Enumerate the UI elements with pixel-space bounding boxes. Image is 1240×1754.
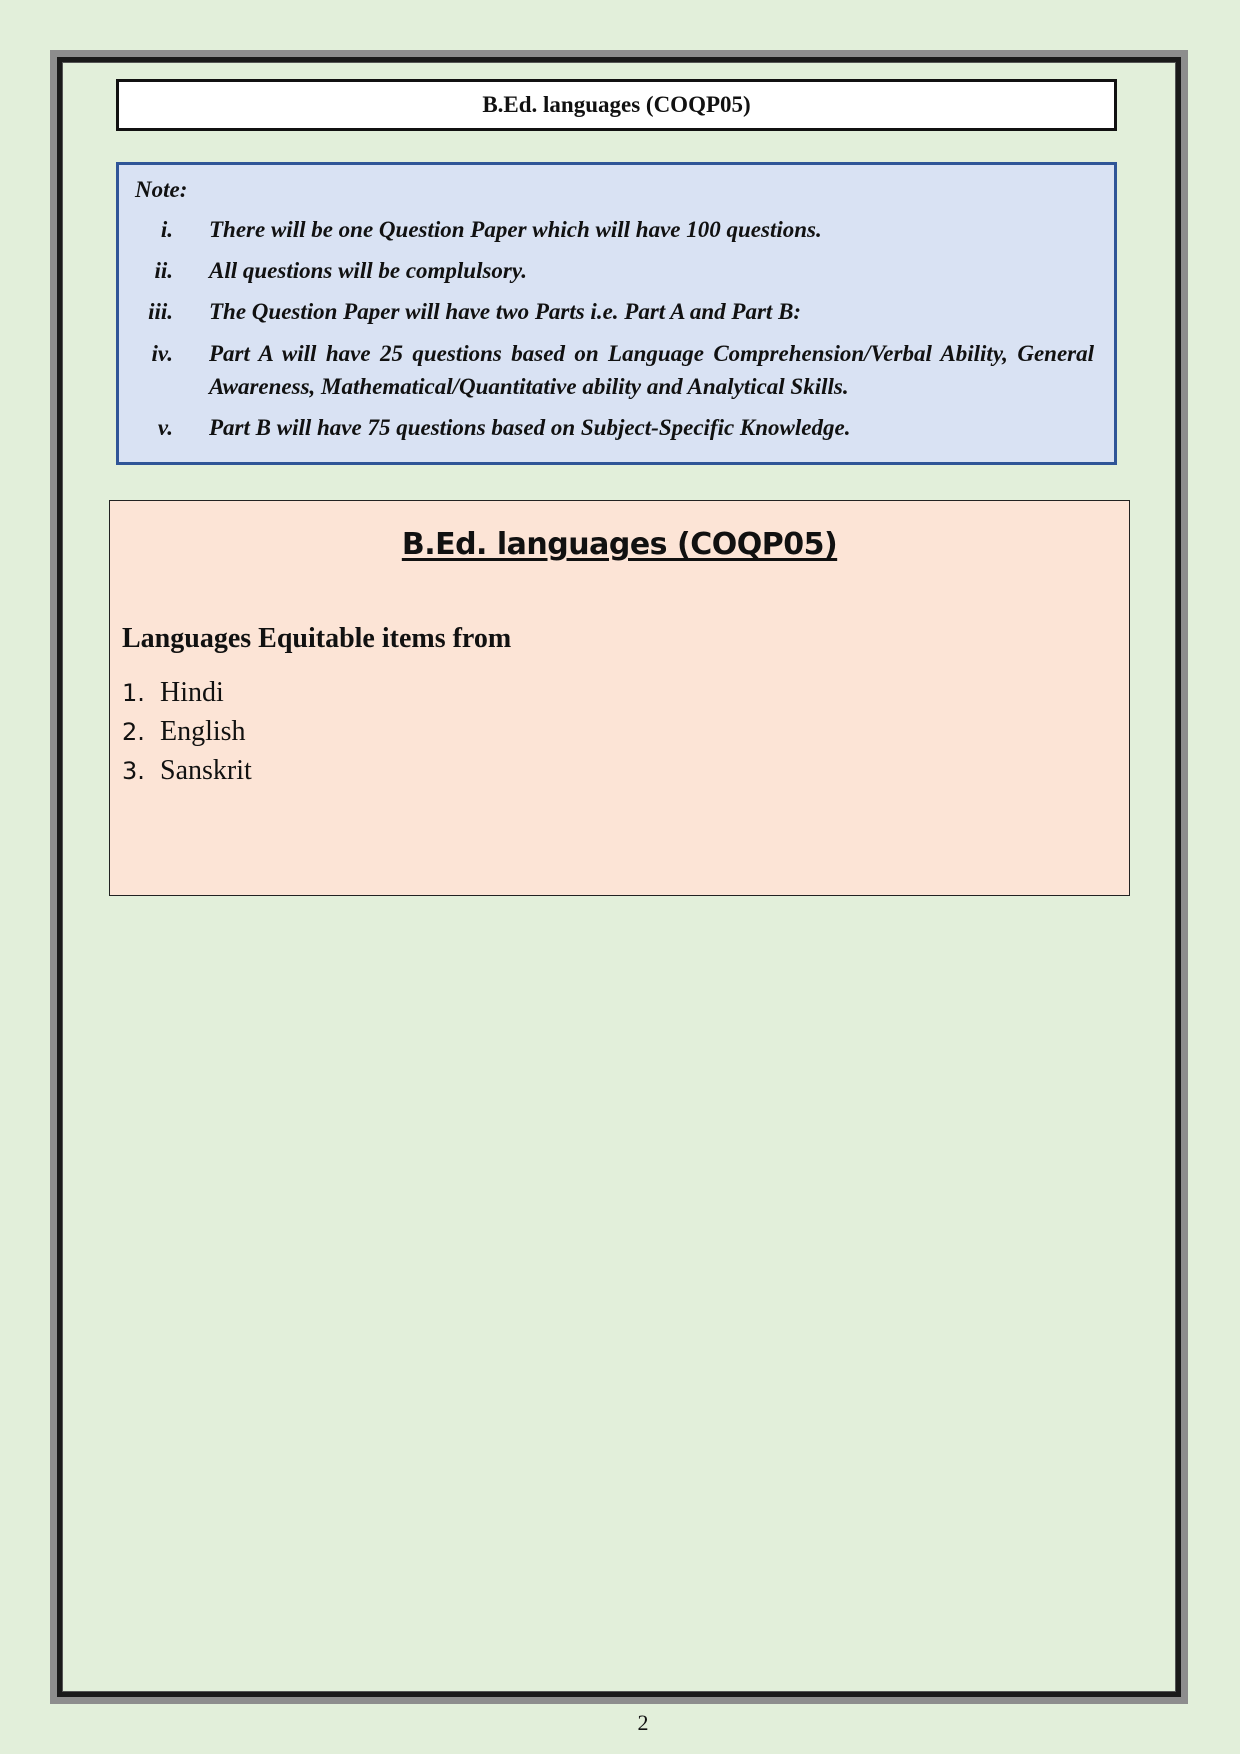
note-item-text: There will be one Question Paper which will have 100 questions. — [209, 217, 822, 242]
syllabus-subtitle: Languages Equitable items from — [122, 623, 512, 654]
list-item-label: Sanskrit — [160, 755, 252, 786]
note-item-text: The Question Paper will have two Parts i.e. Part A and Part B: — [209, 299, 802, 324]
note-item-number: iii. — [148, 299, 173, 324]
header-title-box — [116, 79, 1117, 131]
header-title: B.Ed. languages (COQP05) — [482, 92, 751, 117]
list-item — [122, 677, 252, 716]
note-item-number: iv. — [151, 341, 173, 366]
note-item-number: v. — [157, 415, 173, 440]
syllabus-box — [109, 500, 1130, 896]
syllabus-title: B.Ed. languages (COQP05) — [401, 527, 838, 562]
note-item-number: ii. — [154, 258, 173, 283]
list-item-number: 2. — [122, 718, 145, 746]
list-item-number: 3. — [122, 757, 145, 785]
note-item-text: All questions will be complulsory. — [209, 258, 527, 283]
note-item-text: Part B will have 75 questions based on Subject-Specific Knowledge. — [209, 415, 851, 440]
note-box — [116, 162, 1117, 465]
page-number: 2 — [637, 1710, 649, 1735]
note-item-text: Part A will have 25 questions based on Language Comprehension/Verbal Ability, General Awareness, Mathematical/Quantitative ability and Analytical Skills. — [209, 341, 1094, 399]
list-item-label: English — [160, 716, 246, 747]
list-item — [122, 716, 252, 755]
list-item — [122, 755, 252, 794]
note-item-number: i. — [160, 217, 173, 242]
list-item-number: 1. — [122, 679, 145, 707]
note-label: Note: — [135, 177, 188, 202]
language-list — [122, 677, 252, 794]
list-item-label: Hindi — [160, 677, 224, 708]
